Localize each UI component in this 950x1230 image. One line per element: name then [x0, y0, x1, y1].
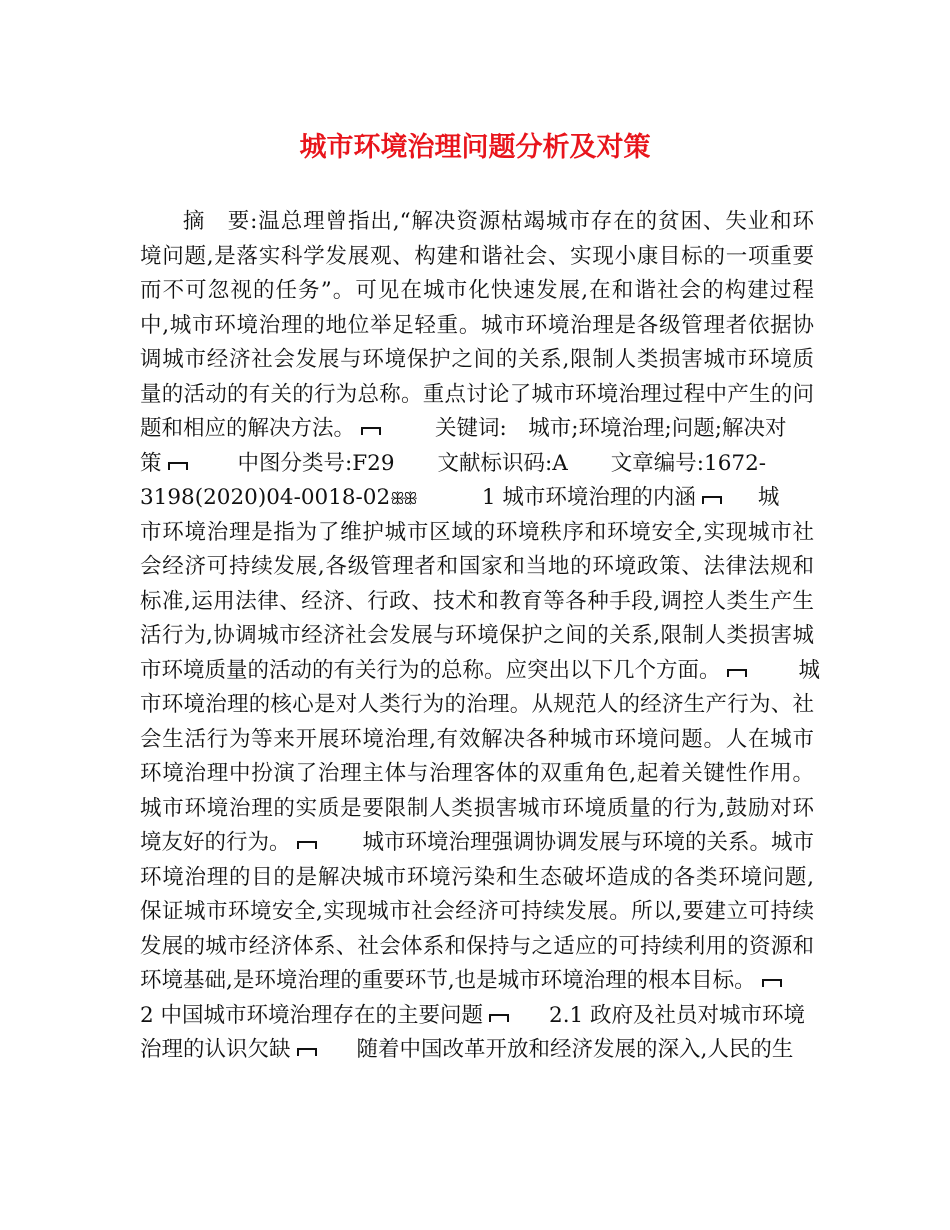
text-segment: 环境基础,是环境治理的重要环节,也是城市环境治理的根本目标。 [140, 968, 756, 993]
text-line: 环境治理中扮演了治理主体与治理客体的双重角色,起着关键性作用。 [140, 761, 814, 786]
text-line: 量的活动的有关的行为总称。重点讨论了城市环境治理过程中产生的问 [140, 381, 814, 407]
text-line: 活行为,协调城市经济社会发展与环境保护之间的关系,限制人类损害城 [140, 623, 814, 648]
text-line: 城市环境治理的实质是要限制人类损害城市环境质量的行为,鼓励对环 [140, 795, 814, 821]
text-segment: 城 [798, 657, 821, 683]
text-segment: 策 [140, 450, 162, 476]
text-segment: 随着中国改革开放和经济发展的深入,人民的生 [356, 1037, 794, 1062]
text-line [140, 654, 821, 689]
text-line [140, 1033, 814, 1068]
text-line: 保证城市环境安全,实现城市社会经济可持续发展。所以,要建立可持续 [140, 899, 814, 924]
text-segment: 境友好的行为。 [140, 830, 291, 855]
article-number: 3198(2020)04-0018-02 [140, 485, 391, 510]
text-line [140, 826, 814, 861]
paragraph-mark-icon [487, 1010, 511, 1022]
text-segment: 城 [757, 485, 780, 510]
section-heading: 2 中国城市环境治理存在的主要问题 [140, 1002, 484, 1028]
text-segment: 市环境质量的活动的有关行为的总称。应突出以下几个方面。 [140, 657, 721, 683]
paragraph-mark-icon [700, 492, 724, 504]
abstract-line: 摘 要:温总理曾指出,“解决资源枯竭城市存在的贫困、失业和环 [182, 209, 814, 234]
text-line: 调城市经济社会发展与环境保护之间的关系,限制人类损害城市环境质 [140, 347, 814, 372]
text-line: 会生活行为等来开展环境治理,有效解决各种城市环境问题。人在城市 [140, 726, 814, 752]
text-line [140, 964, 814, 999]
text-line: 会经济可持续发展,各级管理者和国家和当地的环境政策、法律法规和 [140, 554, 814, 579]
paragraph-mark-icon [725, 665, 749, 677]
paragraph-mark-icon [359, 423, 383, 435]
text-line: 市环境治理是指为了维护城市区域的环境秩序和环境安全,实现城市社 [140, 519, 814, 545]
ornament-icon: ꕥꕥ [390, 489, 416, 508]
text-line [140, 412, 814, 447]
paragraph-mark-icon [295, 837, 319, 849]
paragraph-mark-icon [760, 975, 784, 987]
classification-info: 中图分类号:F29 文献标识码:A 文章编号:1672- [237, 450, 767, 476]
document-body [140, 205, 821, 1068]
text-line: 环境治理的目的是解决城市环境污染和生态破坏造成的各类环境问题, [140, 864, 814, 890]
text-line: 市环境治理的核心是对人类行为的治理。从规范人的经济生产行为、社 [140, 692, 814, 717]
keywords: 关键词: 城市;环境治理;问题;解决对 [435, 416, 787, 441]
paragraph-mark-icon [166, 458, 190, 470]
subsection-heading: 治理的认识欠缺 [140, 1037, 291, 1062]
subsection-heading: 2.1 政府及社员对城市环境 [549, 1002, 806, 1028]
text-line [140, 447, 814, 482]
text-segment: 题和相应的解决方法。 [140, 416, 356, 441]
text-segment: 城市环境治理强调协调发展与环境的关系。城市 [362, 830, 815, 855]
text-line: 境问题,是落实科学发展观、构建和谐社会、实现小康目标的一项重要 [140, 243, 814, 269]
document-title: 城市环境治理问题分析及对策 [299, 132, 651, 163]
text-line [140, 481, 814, 516]
text-line: 而不可忽视的任务”。可见在城市化快速发展,在和谐社会的构建过程 [140, 278, 814, 303]
paragraph-mark-icon [295, 1044, 319, 1056]
section-heading: 1 城市环境治理的内涵 [481, 485, 696, 510]
text-line: 标准,运用法律、经济、行政、技术和教育等各种手段,调控人类生产生 [140, 588, 814, 614]
text-line: 发展的城市经济体系、社会体系和保持与之适应的可持续利用的资源和 [140, 933, 814, 959]
text-line [140, 999, 814, 1034]
text-line [140, 205, 814, 240]
text-line: 中,城市环境治理的地位举足轻重。城市环境治理是各级管理者依据协 [140, 312, 814, 338]
